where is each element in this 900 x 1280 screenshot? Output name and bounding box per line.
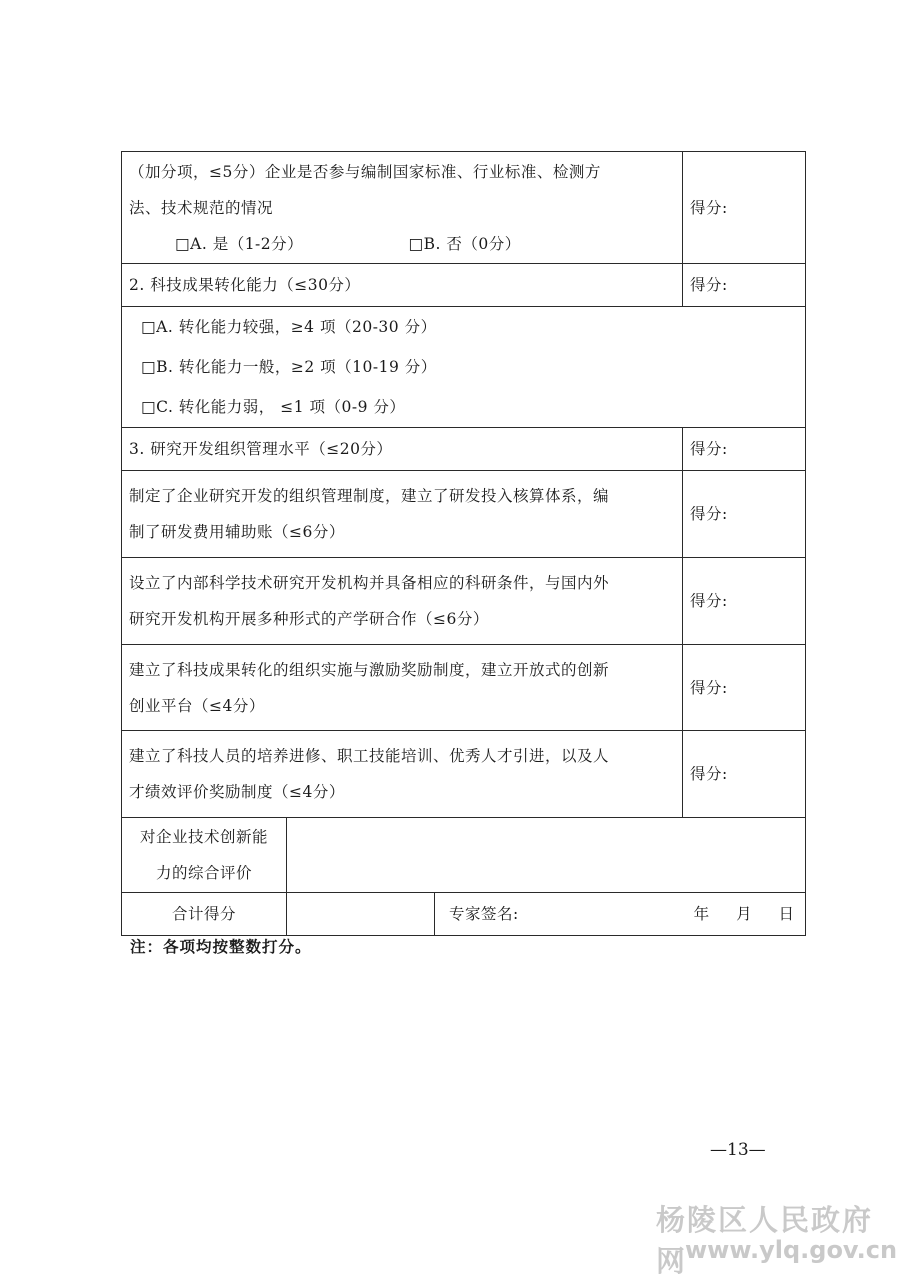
section3-item-row xyxy=(122,645,806,731)
item-line1: 设立了内部科学技术研究开发机构并具备相应的科研条件，与国内外 xyxy=(129,574,610,592)
evaluation-row xyxy=(122,818,806,893)
bonus-item-cell xyxy=(122,152,683,264)
section3-score[interactable]: 得分: xyxy=(683,428,806,471)
section3-item-text xyxy=(122,471,683,558)
item-line2: 研究开发机构开展多种形式的产学研合作（≤6分） xyxy=(129,610,489,628)
watermark-site-name: 杨陵区人民政府网 xyxy=(656,1203,874,1278)
item-line1: 建立了科技成果转化的组织实施与激励奖励制度，建立开放式的创新 xyxy=(129,660,610,679)
section3-item-score[interactable]: 得分: xyxy=(683,471,806,558)
evaluation-label xyxy=(122,818,287,893)
evaluation-input[interactable] xyxy=(287,818,806,893)
section3-item-score[interactable]: 得分: xyxy=(683,731,806,818)
bonus-item-score[interactable]: 得分: xyxy=(683,152,806,264)
page-number: —13— xyxy=(710,1140,766,1160)
section2-option-a-checkbox[interactable]: □A. 转化能力较强，≥4 项（20-30 分） xyxy=(141,318,437,336)
section2-option-c-checkbox[interactable]: □C. 转化能力弱， ≤1 项（0-9 分） xyxy=(141,398,406,416)
evaluation-form-table xyxy=(121,151,806,936)
section3-item-text xyxy=(122,645,683,731)
section3-header-row xyxy=(122,428,806,471)
section3-item-row xyxy=(122,558,806,645)
bonus-item-text-line1: （加分项，≤5分）企业是否参与编制国家标准、行业标准、检测方 xyxy=(129,162,601,181)
section3-item-text xyxy=(122,731,683,818)
total-score-input[interactable] xyxy=(287,893,435,936)
watermark-url: www.ylq.gov.cn xyxy=(685,1236,898,1264)
section3-item-row xyxy=(122,471,806,558)
section2-option-b-checkbox[interactable]: □B. 转化能力一般，≥2 项（10-19 分） xyxy=(141,358,437,376)
section3-item-score[interactable]: 得分: xyxy=(683,645,806,731)
signature-date: 年 月 日 xyxy=(693,905,799,923)
section3-item-text xyxy=(122,558,683,645)
section2-score[interactable]: 得分: xyxy=(683,264,806,307)
item-line2: 制了研发费用辅助账（≤6分） xyxy=(129,523,345,541)
option-yes-checkbox[interactable]: □A. 是（1-2分） xyxy=(175,234,304,253)
total-row xyxy=(122,893,806,936)
section2-options-row xyxy=(122,307,806,428)
item-line1: 制定了企业研究开发的组织管理制度，建立了研发投入核算体系，编 xyxy=(129,487,610,505)
section2-options-cell xyxy=(122,307,806,428)
note-text: 注：各项均按整数打分。 xyxy=(130,937,312,956)
evaluation-label-line1: 对企业技术创新能 xyxy=(139,828,268,846)
section3-item-row xyxy=(122,731,806,818)
section2-header-row xyxy=(122,264,806,307)
item-line2: 才绩效评价奖励制度（≤4分） xyxy=(129,783,345,801)
item-line2: 创业平台（≤4分） xyxy=(129,696,265,715)
section3-item-score[interactable]: 得分: xyxy=(683,558,806,645)
bonus-item-text-line2: 法、技术规范的情况 xyxy=(129,198,274,217)
bonus-item-row xyxy=(122,152,806,264)
expert-signature-cell[interactable] xyxy=(435,893,806,936)
expert-signature-label: 专家签名: xyxy=(449,905,519,923)
evaluation-label-line2: 力的综合评价 xyxy=(155,864,252,882)
option-no-checkbox[interactable]: □B. 否（0分） xyxy=(408,234,521,253)
section2-title: 2. 科技成果转化能力（≤30分） xyxy=(122,264,683,307)
section3-title: 3. 研究开发组织管理水平（≤20分） xyxy=(122,428,683,471)
total-score-label: 合计得分 xyxy=(122,893,287,936)
item-line1: 建立了科技人员的培养进修、职工技能培训、优秀人才引进，以及人 xyxy=(129,747,610,765)
